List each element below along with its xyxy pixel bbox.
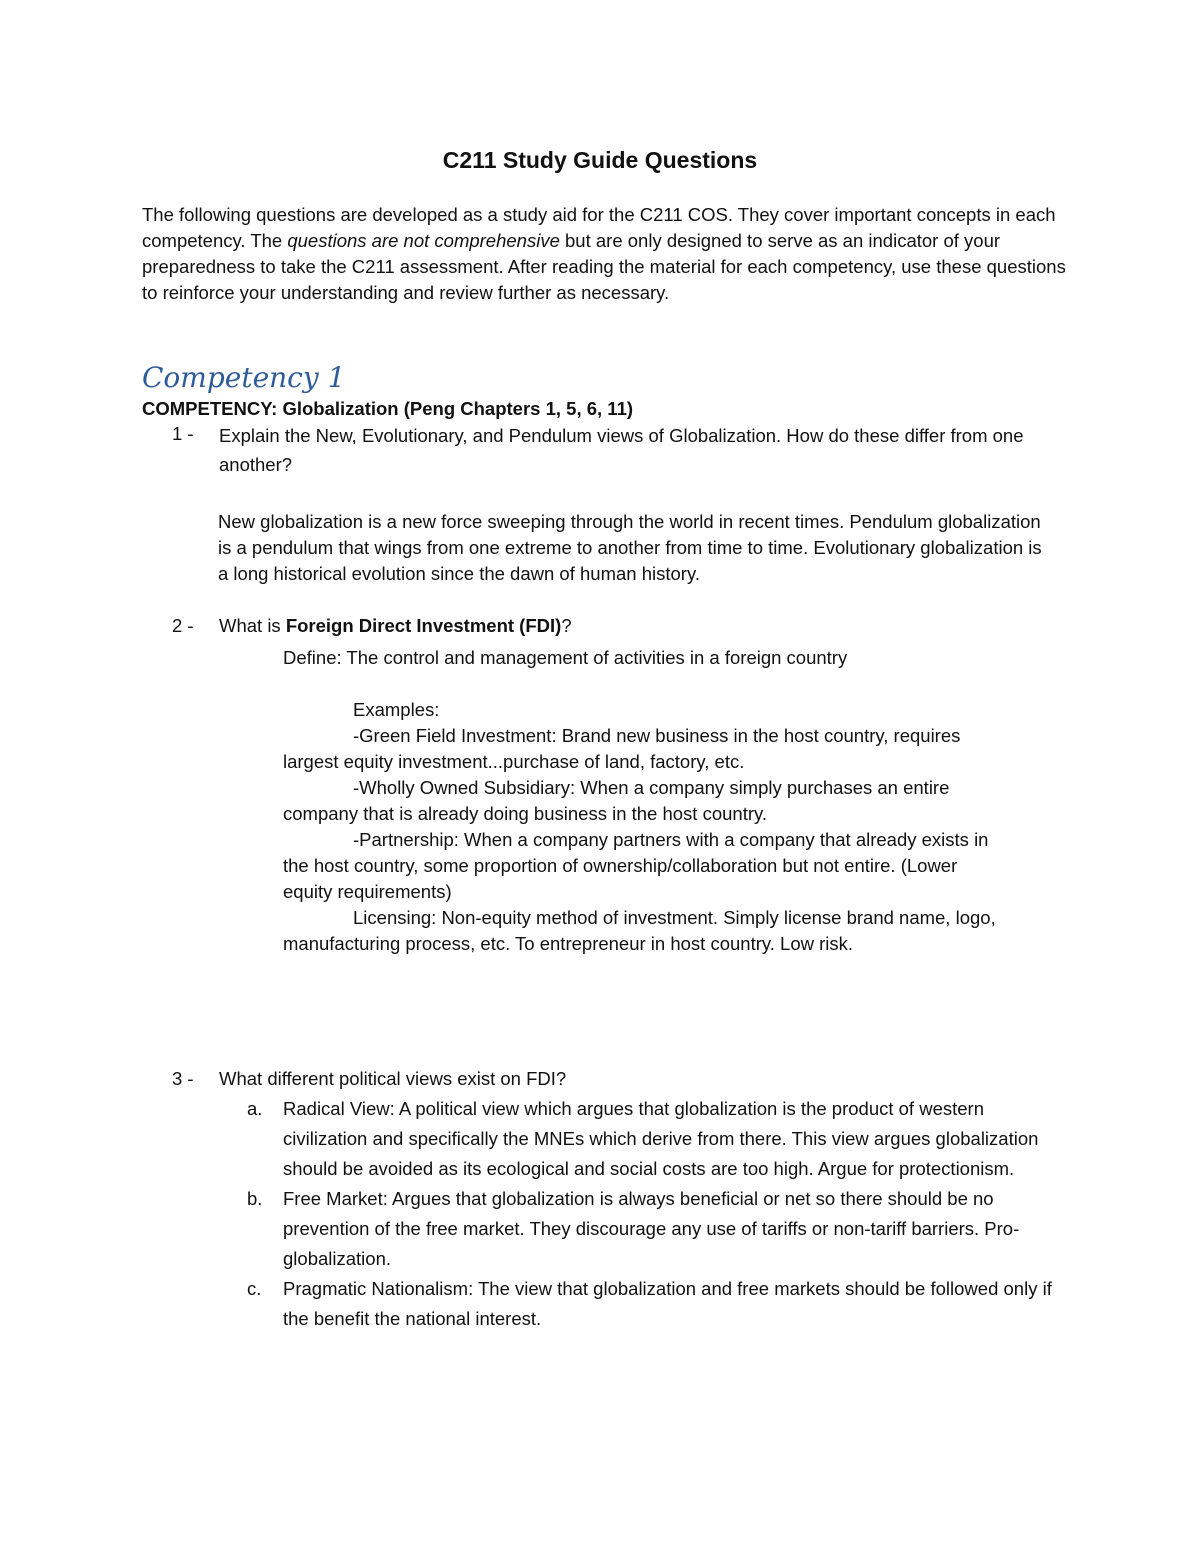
list-item (142, 1274, 1072, 1334)
example-line: largest equity investment...purchase of land, factory, etc. (283, 751, 745, 772)
examples-label: Examples: (353, 699, 440, 720)
question-1-answer (218, 509, 1048, 587)
question-2-text: What is Foreign Direct Investment (FDI)? (219, 615, 572, 636)
example-line: company that is already doing business in the host country. (283, 803, 768, 824)
example-line: -Green Field Investment: Brand new business in the host country, requires (353, 725, 961, 746)
intro-emphasis: questions are not comprehensive (287, 230, 560, 251)
fdi-definition: Define: The control and management of activities in a foreign country (283, 647, 848, 668)
example-line: Licensing: Non-equity method of investment. Simply license brand name, logo, (353, 907, 996, 928)
example-line: -Partnership: When a company partners with a company that already exists in (353, 829, 989, 850)
political-views-list (142, 1094, 1072, 1334)
competency-line: COMPETENCY: Globalization (Peng Chapters 1, 5, 6, 11) (142, 398, 634, 419)
question-3-text: What different political views exist on FDI? (219, 1068, 567, 1089)
question-3-number: 3 - (172, 1068, 194, 1089)
example-line: the host country, some proportion of ownership/collaboration but not entire. (Lower (283, 855, 958, 876)
question-1-answer-text: New globalization is a new force sweeping through the world in recent times. Pendulum globalization is a pendulum that wings from one extreme to another from time to time. Evolutionary globalization is a long historical evolution since the dawn of human history. (218, 511, 1042, 584)
list-item (142, 1184, 1072, 1274)
page-title: C211 Study Guide Questions (442, 147, 758, 173)
example-line: -Wholly Owned Subsidiary: When a company simply purchases an entire (353, 777, 950, 798)
list-item-text: Free Market: Argues that globalization is always beneficial or net so there should be no prevention of the free market. They discourage any use of tariffs or non-tariff barriers. Pro-globalization. (283, 1188, 1020, 1269)
example-line: manufacturing process, etc. To entrepreneur in host country. Low risk. (283, 933, 854, 954)
list-item-text: Pragmatic Nationalism: The view that globalization and free markets should be followed only if the benefit the national interest. (283, 1278, 1052, 1329)
intro-text-1: The following questions are developed as a study aid for the C211 COS. They cover important concepts in each competency. The (142, 204, 1056, 251)
list-item-label: c. (247, 1278, 262, 1299)
question-2-bold-term: Foreign Direct Investment (FDI) (285, 615, 562, 636)
list-item-label: a. (247, 1098, 263, 1119)
intro-text-2: but are only designed to serve as an indicator of your preparedness to take the C211 assessment. After reading the material for each competency, use these questions to reinforce your understanding and review further as necessary. (142, 230, 1066, 303)
question-2-number: 2 - (172, 615, 194, 636)
list-item-text: Radical View: A political view which argues that globalization is the product of western civilization and specifically the MNEs which derive from there. This view argues globalization should be avoided as its ecological and social costs are too high. Argue for protectionism. (283, 1098, 1039, 1179)
list-item-label: b. (247, 1188, 263, 1209)
fdi-examples (283, 697, 1053, 957)
example-line: equity requirements) (283, 881, 452, 902)
section-heading: Competency 1 (142, 361, 346, 394)
question-1-number: 1 - (172, 423, 194, 444)
intro-paragraph (142, 202, 1072, 306)
question-1-text: Explain the New, Evolutionary, and Pendulum views of Globalization. How do these differ from one another? (219, 425, 1024, 475)
list-item (142, 1094, 1072, 1184)
